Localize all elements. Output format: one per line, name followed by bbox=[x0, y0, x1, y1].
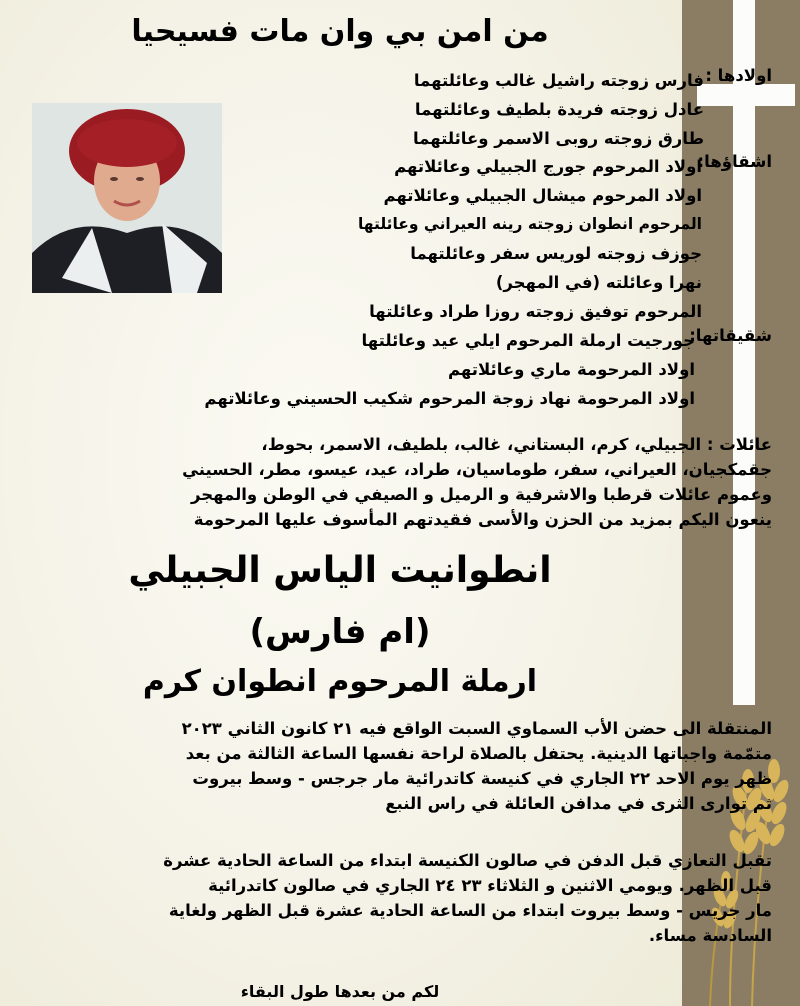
text-line: ظهر يوم الاحد ٢٢ الجاري في كنيسة كاتدرائية مار جرجس - وسط بيروت bbox=[192, 769, 772, 788]
text-line: المنتقلة الى حضن الأب السماوي السبت الواقع فيه ٢١ كانون الثاني ٢٠٢٣ bbox=[181, 719, 772, 738]
children-list bbox=[413, 66, 704, 153]
text-line: قبل الظهر. ويومي الاثنين و الثلاثاء ٢٣ ٢٤ الجاري في صالون كاتدرائية bbox=[208, 876, 772, 895]
list-item: جوزف زوجته لوريس سفر وعائلتهما bbox=[410, 244, 702, 263]
cross-bar bbox=[697, 84, 795, 106]
text-line: مار جريس - وسط بيروت ابتداء من الساعة الحادية عشرة قبل الظهر ولغاية bbox=[168, 901, 772, 920]
text-line: عائلات : الجبيلي، كرم، البستاني، غالب، بلطيف، الاسمر، بحوط، bbox=[261, 435, 772, 454]
list-item: اولاد المرحوم جورج الجبيلي وعائلاتهم bbox=[394, 157, 702, 176]
list-item: اولاد المرحومة نهاد زوجة المرحوم شكيب الحسيني وعائلاتهم bbox=[204, 389, 695, 408]
text-line: ثم توارى الثرى في مدافن العائلة في راس النبع bbox=[385, 794, 772, 813]
page-title: من امن بي وان مات فسيحيا bbox=[131, 14, 549, 49]
list-item: المرحوم انطوان زوجته رينه العيراني وعائلتها bbox=[357, 215, 702, 233]
text-line: وعموم عائلات قرطبا والاشرفية و الرميل و الصيفي في الوطن والمهجر bbox=[190, 485, 772, 504]
brothers-list bbox=[358, 152, 702, 326]
deceased-name: انطوانيت الياس الجبيلي bbox=[128, 550, 552, 591]
list-item: جورجيت ارملة المرحوم ايلي عيد وعائلتها bbox=[361, 331, 695, 350]
closing-line: لكم من بعدها طول البقاء bbox=[240, 982, 440, 1001]
portrait-photo bbox=[32, 103, 222, 293]
condolences-paragraph bbox=[147, 848, 772, 948]
text-line: ينعون اليكم بمزيد من الحزن والأسى فقيدتهم المأسوف عليها المرحومة bbox=[193, 510, 772, 529]
list-item: فارس زوجته راشيل غالب وعائلتهما bbox=[413, 71, 704, 90]
brothers-label: اشقاؤها: bbox=[697, 152, 772, 171]
text-line: جقمكجيان، العيراني، سفر، طوماسيان، طراد، عيد، عيسو، مطر، الحسيني bbox=[182, 460, 772, 479]
list-item: اولاد المرحوم ميشال الجبيلي وعائلاتهم bbox=[383, 186, 702, 205]
sisters-list bbox=[204, 326, 695, 413]
list-item: المرحوم توفيق زوجته روزا طراد وعائلتها bbox=[369, 302, 702, 321]
list-item: نهرا وعائلته (في المهجر) bbox=[495, 273, 702, 292]
list-item: طارق زوجته روبى الاسمر وعائلتهما bbox=[412, 129, 704, 148]
sisters-label: شقيقاتها: bbox=[689, 326, 772, 345]
deceased-nickname: (ام فارس) bbox=[249, 612, 431, 652]
text-line: متمّمة واجباتها الدينية. يحتفل بالصلاة لراحة نفسها الساعة الثالثة من بعد bbox=[185, 744, 772, 763]
text-line: السادسة مساء. bbox=[648, 926, 772, 945]
deceased-widow: ارملة المرحوم انطوان كرم bbox=[142, 664, 538, 699]
children-label: اولادها : bbox=[705, 66, 772, 85]
list-item: اولاد المرحومة ماري وعائلاتهم bbox=[447, 360, 695, 379]
text-line: تقبل التعازي قبل الدفن في صالون الكنيسة ابتداء من الساعة الحادية عشرة bbox=[163, 851, 772, 870]
list-item: عادل زوجته فريدة بلطيف وعائلتهما bbox=[414, 100, 704, 119]
families-paragraph bbox=[152, 432, 772, 532]
funeral-paragraph bbox=[147, 716, 772, 816]
